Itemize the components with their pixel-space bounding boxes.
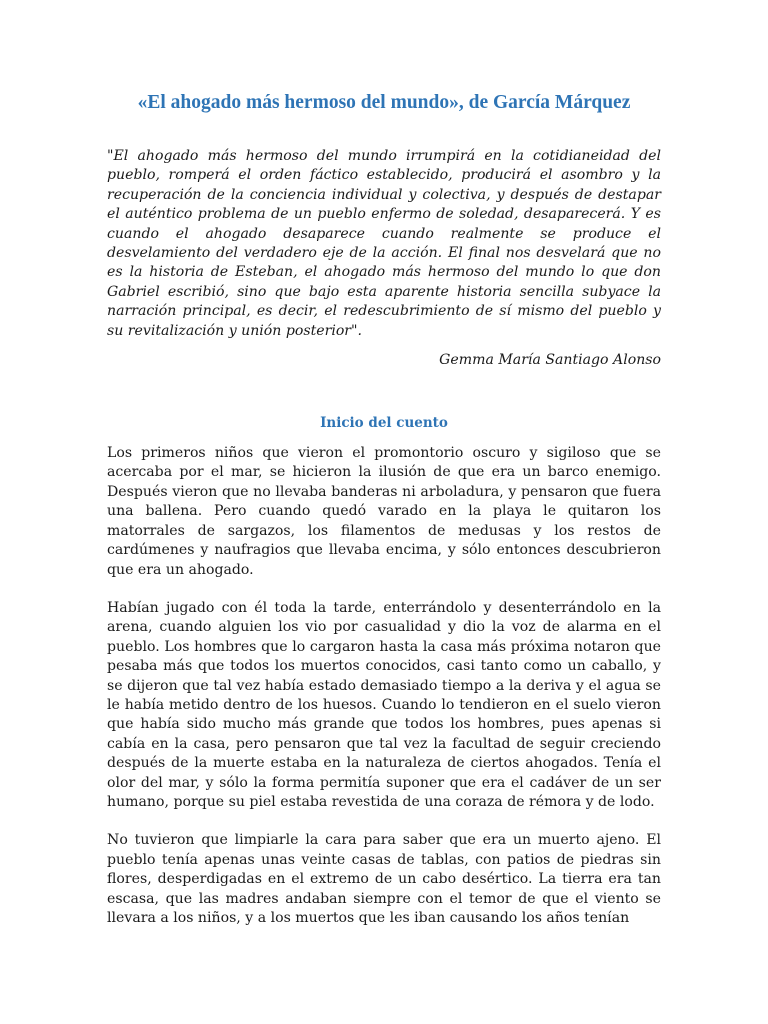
story-paragraph: Habían jugado con él toda la tarde, enterrándolo y desenterrándolo en la arena, cuando alguien los vio por casualidad y dio la voz de alarma en el pueblo. Los hombres que lo cargaron hasta la casa más próxima notaron que pesaba más que todos los muertos conocidos, casi tanto como un caballo, y se dijeron que tal vez había estado demasiado tiempo a la deriva y el agua se le había metido dentro de los huesos. Cuando lo tendieron en el suelo vieron que había sido mucho más grande que todos los hombres, pues apenas si cabía en la casa, pero pensaron que tal vez la facultad de seguir creciendo después de la muerte estaba en la naturaleza de ciertos ahogados. Tenía el olor del mar, y sólo la forma permitía suponer que era el cadáver de un ser humano, porque su piel estaba revestida de una coraza de rémora y de lodo.	[107, 599, 661, 810]
section-heading: Inicio del cuento	[320, 415, 448, 432]
epigraph-author: Gemma María Santiago Alonso	[439, 352, 661, 369]
story-paragraph: Los primeros niños que vieron el promontorio oscuro y sigiloso que se acercaba por el mar, se hicieron la ilusión de que era un barco enemigo. Después vieron que no llevaba banderas ni arboladura, y pensaron que fuera una ballena. Pero cuando quedó varado en la playa le quitaron los matorrales de sargazos, los filamentos de medusas y los restos de cardúmenes y naufragios que llevaba encima, y sólo entonces descubrieron que era un ahogado.	[107, 445, 661, 578]
document-title: «El ahogado más hermoso del mundo», de García Márquez	[137, 92, 631, 113]
epigraph-quote: "El ahogado más hermoso del mundo irrumpirá en la cotidianeidad del pueblo, romperá el orden fáctico establecido, producirá el asombro y la recuperación de la conciencia individual y colectiva, y después de destapar el auténtico problema de un pueblo enfermo de soledad, desaparecerá. Y es cuando el ahogado desaparece cuando realmente se produce el desvelamiento del verdadero eje de la acción. El final nos desvelará que no es la historia de Esteban, el ahogado más hermoso del mundo lo que don Gabriel escribió, sino que bajo esta aparente historia sencilla subyace la narración principal, es decir, el redescubrimiento de sí mismo del pueblo y su revitalización y unión posterior".	[107, 148, 661, 339]
story-paragraph: No tuvieron que limpiarle la cara para saber que era un muerto ajeno. El pueblo tenía apenas unas veinte casas de tablas, con patios de piedras sin flores, desperdigadas en el extremo de un cabo desértico. La tierra era tan escasa, que las madres andaban siempre con el temor de que el viento se llevara a los niños, y a los muertos que les iban causando los años tenían	[107, 832, 661, 926]
